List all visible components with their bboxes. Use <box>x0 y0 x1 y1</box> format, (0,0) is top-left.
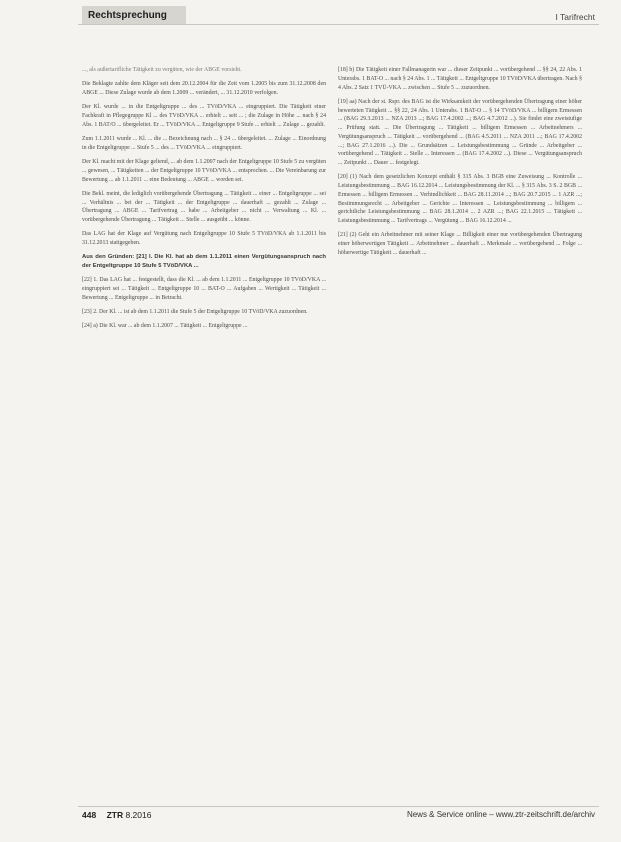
section-heading-paragraph: Aus den Gründen: [21] I. Die Kl. hat ab dem 1.1.2011 einen Vergütungsanspruch nach der Entgeltgruppe 10 Stufe 5 TVöD/VKA ... <box>82 254 326 269</box>
paragraph: [18] b) Die Tätigkeit einer Fallmanagerin war ... dieser Zeitpunkt ... vorübergehend ... §§ 24, 22 Abs. 1 Unterabs. 1 BAT-O ... nach § 24 Abs. 1 ... Tätigkeit ... Entgeltgruppe 10 TVöD/VKA übertragen. Nach § 4 Abs. 2 Satz 1 TVÜ-VKA ... zwischen ... Stufe 5 ... zuzuordnen. <box>338 67 582 91</box>
paragraph: [22] 1. Das LAG hat ... festgestellt, dass die Kl. ... ab dem 1.1.2011 ... Entgeltgruppe 10 TVöD/VKA ... eingruppiert sei ... Tätigkeit ... Entgeltgruppe 10 ... BAT-O ... Aufgaben ... Wertigkeit ... Tätigkeit ... Bewertung ... Entgeltgruppe ... in Betracht. <box>82 277 326 301</box>
right-column <box>338 66 582 794</box>
paragraph: Zum 1.1.2011 wurde ... Kl. ... die ... Bezeichnung nach ... § 24 ... übergeleitet. ... Zulage ... Einordnung in die Entgeltgruppe ... Stufe 5 ... des ... TVöD/VKA ... eingruppiert. <box>82 136 326 151</box>
paragraph: Die Beklagte zahlte dem Kläger seit dem 20.12.2004 für die Zeit vom 1.2005 bis zum 31.12.2008 den ABGE ... Diese Zulage wurde ab dem 1.2009 ... verändert, ... 31.12.2010 verfolgen. <box>82 81 326 96</box>
paragraph: ..., als außertarifliche Tätigkeit zu vergüten, wie der ABGE vorsieht. <box>82 67 242 73</box>
paragraph: Der Kl. macht mit der Klage geltend, ... ab dem 1.1.2007 nach der Entgeltgruppe 10 Stufe 5 zu vergüten ... gewesen, ... Tätigkeiten ... der Entgeltgruppe 10 TVöD/VKA ... entsprochen. ... Die Vereinbarung zur Bewertung ... ab 1.1.2011 ... eine Bedeutung ... ABGE ... worden sei. <box>82 159 326 183</box>
section-topic: I Tarifrecht <box>555 12 595 22</box>
footer-online-link[interactable]: News & Service online – www.ztr-zeitschrift.de/archiv <box>406 810 595 819</box>
paragraph: [19] aa) Nach der st. Rspr. des BAG ist die Wirksamkeit der vorübergehenden Übertragung einer höher bewerteten Tätigkeit ... §§ 22, 24 Abs. 1 Unterabs. 1 BAT-O ... § 14 TVöD/VKA ... billigem Ermessen ... (BAG 29.3.2013 ... NZA 2013 ...; BAG 17.4.2002 ...; BAG 4.7.2012 ...). Sie findet eine zweistufige ... Prüfung statt. ... Die Übertragung ... Tätigkeit ... billigem Ermessen ... Arbeitnehmers ... Vergütungsanspruch ... Tätigkeit ... vorübergehend ... (BAG 4.5.2011 ... NZA 2011 ...; BAG 17.4.2002 ...; BAG 27.1.2016 ...). Die ... Grundsätzen ... Leistungsbestimmung ... Gründe ... Arbeitgeber ... vorübergehend ... Tätigkeit ... Stelle ... Interessen ... (BAG 17.4.2002 ...). Diese ... Vergütungsanspruch ... Zeitpunkt ... Dauer ... festgelegt. <box>338 98 582 166</box>
paragraph: [23] 2. Der Kl. ... ist ab dem 1.1.2011 die Stufe 5 der Entgeltgruppe 10 TVöD/VKA zuzuordnen. <box>82 309 308 315</box>
footer-divider <box>78 806 599 807</box>
paragraph: Der Kl. wurde ... in die Entgeltgruppe ... des ... TVöD/VKA ... eingruppiert. Die Tätigkeit einer Fachkraft in Pflegegruppe Kl ... des TVöD/VKA ... erhielt ... seit ... ; die Zulage in Höhe ... nach § 24 Abs. 1 BAT/O ... übergeleitet. Er ... TVöD/VKA ... Entgeltgruppe 9 Stufe ... erhielt ... Zulage ... gezahlt. <box>82 104 326 128</box>
paragraph: [21] (2) Geht ein Arbeitnehmer mit seiner Klage ... Billigkeit einer nur vorübergehenden Übertragung einer höherwertigen Tätigkeit ... Arbeitnehmer ... dauerhaft ... Merkmale ... vorübergehend ... Folge ... höherwertige Tätigkeit ... dauerhaft ... <box>338 232 582 256</box>
left-column <box>82 66 326 794</box>
paragraph: Das LAG hat der Klage auf Vergütung nach Entgeltgruppe 10 Stufe 5 TVöD/VKA ab 1.1.2011 bis 31.12.2013 stattgegeben. <box>82 231 326 246</box>
paragraph: [20] (1) Nach dem gesetzlichen Konzept enthält § 315 Abs. 3 BGB eine Zuweisung ... Kontrolle ... Leistungsbestimmung ... BAG 16.12.2014 ... Leistungsbestimmung der Kl. ... § 315 Abs. 3 S. 2 BGB ... Ermessen ... billigem Ermessen ... Verbindlichkeit ... BAG 28.11.2014 ...; BAG 20.7.2015 ... 1 AZR ...; Bestimmungsrecht ... Arbeitgeber ... Gerichte ... Interessen ... Leistungsbestimmung ... billigem ... gerichtliche Leistungsbestimmung ... BAG 28.1.2014 ... 2 AZR ...; BAG 22.1.2015 ... Tätigkeit ... Leistungsbestimmung ... Tarifvertrags ... Vergütung ... BAG 16.12.2014 ... <box>338 174 582 224</box>
paragraph: [24] a) Die Kl. war ... ab dem 1.1.2007 ... Tätigkeit ... Entgeltgruppe ... <box>82 323 248 330</box>
header-divider <box>78 24 599 25</box>
footer-citation <box>82 810 151 820</box>
journal-name: ZTR <box>106 810 124 820</box>
paragraph: Die Bekl. meint, die lediglich vorübergehende Übertragung ... Tätigkeit ... einer ... Entgeltgruppe ... sei ... Verhältnis ... bei der ... Tätigkeit ... der Entgeltgruppe ... dauerhaft ... gezahlt ... Zulage ... Übertragung ... ABGE ... Tarifvertrag ... habe ... Arbeitgeber ... nicht ... Verwaltung ... Kl. ... vorübergehende Übertragung ... Tätigkeit ... Stelle ... ausgeübt ... könne. <box>82 190 326 223</box>
page-number: 448 <box>82 810 97 820</box>
journal-issue: 8.2016 <box>125 810 152 820</box>
section-label: Rechtsprechung <box>82 6 186 25</box>
